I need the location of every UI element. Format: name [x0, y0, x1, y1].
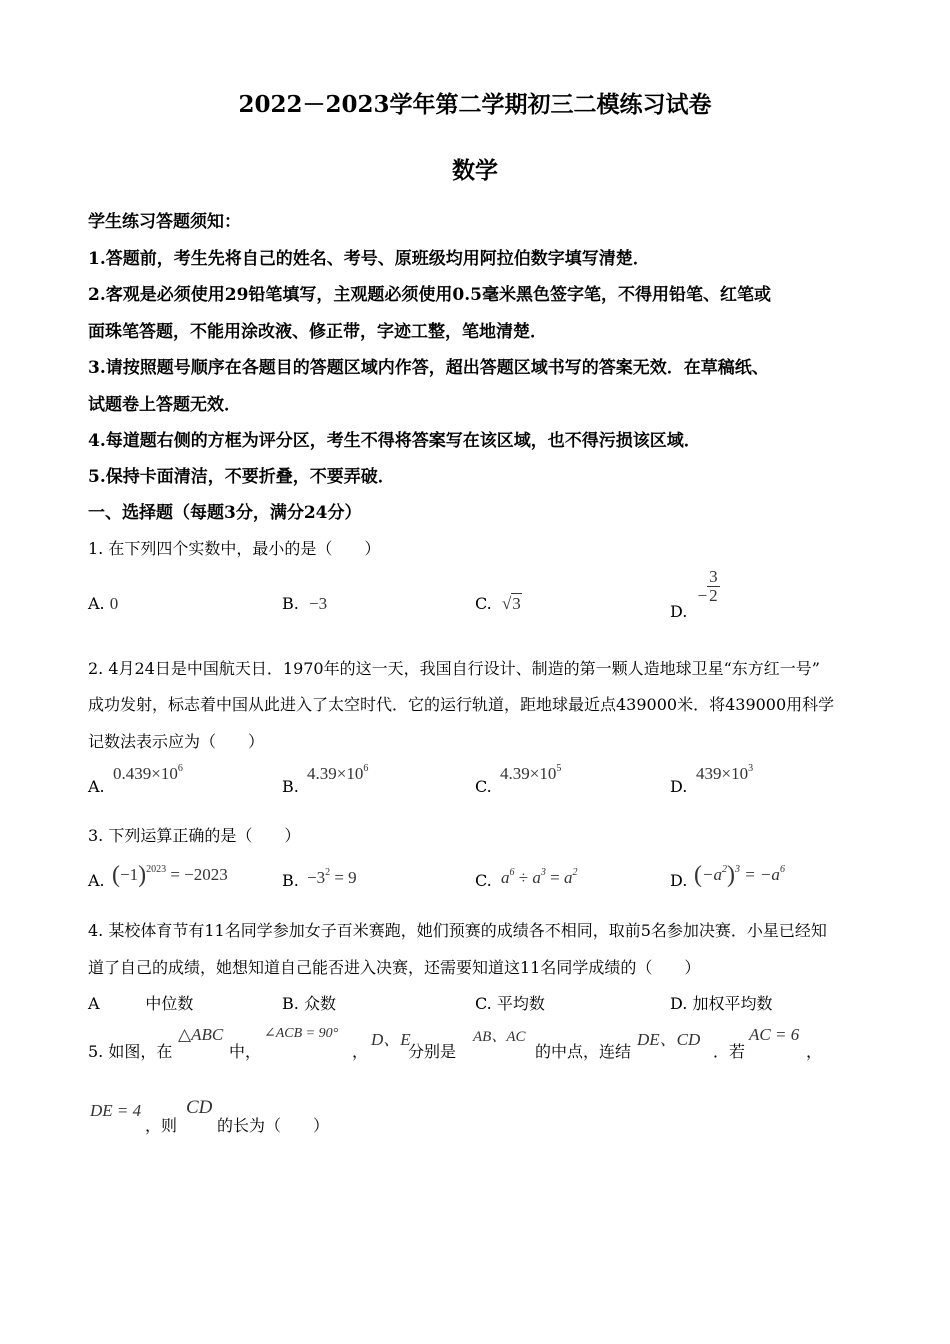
sci-base: 4.39×10 — [500, 764, 557, 783]
q4-option-c — [475, 991, 545, 1014]
q5-text: 的中点，连结 — [535, 1042, 632, 1061]
exponent: 2023 — [146, 864, 167, 875]
q1-option-b — [282, 594, 327, 614]
q5-math: D、E — [371, 1030, 411, 1049]
sci-exponent: 5 — [556, 763, 562, 774]
base: −a — [702, 865, 722, 884]
variable: a — [532, 868, 541, 887]
option-label: C. — [475, 994, 492, 1013]
q1-option-d — [670, 568, 720, 621]
exponent: 3 — [540, 867, 546, 878]
q5-math: DE = 4 — [90, 1101, 142, 1120]
q3-option-a-value: $(-1)^{2023} = -2023$ — [112, 862, 228, 888]
q5-text: ．若 — [713, 1042, 746, 1061]
q2-option-c-value — [500, 764, 561, 784]
option-label: B. — [282, 594, 299, 613]
q5-math: CD — [186, 1097, 213, 1118]
q5-text: ， — [806, 1042, 823, 1061]
q4-option-b — [282, 991, 336, 1014]
exponent: 6 — [509, 867, 515, 878]
q4-option-d — [670, 991, 772, 1014]
variable: a — [501, 868, 510, 887]
q3-option-d-value: $(-a^2)^3 = -a^6$ — [694, 862, 785, 888]
exponent: 2 — [721, 864, 727, 875]
fraction-numerator: 3 — [709, 567, 718, 586]
instruction-line: 3.请按照题号顺序在各题目的答题区域内作答，超出答题区域书写的答案无效．在草稿纸、 — [88, 358, 769, 378]
question-1-stem: 1. 在下列四个实数中，最小的是（ ） — [88, 539, 381, 558]
q5-text: 的长为（ ） — [217, 1116, 330, 1135]
q5-text: 中， — [229, 1042, 262, 1061]
exponent: 6 — [779, 864, 785, 875]
instruction-line: 5.保持卡面清洁，不要折叠，不要弄破． — [88, 467, 395, 487]
q3-option-d-label: D. — [670, 871, 688, 890]
question-4-line: 4. 某校体育节有11名同学参加女子百米赛跑，她们预赛的成绩各不相同，取前5名参加决赛．小星已经知 — [88, 921, 827, 940]
fraction-sign: − — [697, 586, 708, 605]
option-label: A — [88, 994, 100, 1013]
exam-title: 2022－2023学年第二学期初三二模练习试卷 — [238, 91, 712, 118]
option-label: D. — [670, 602, 688, 621]
option-value: −3 — [309, 594, 328, 613]
q5-math: DE、CD — [637, 1030, 701, 1049]
question-4-line: 道了自己的成绩，她想知道自己能否进入决赛，还需要知道这11名同学成绩的（ ） — [88, 958, 701, 977]
q2-option-d-value — [696, 764, 753, 784]
q3-option-c-label: C. — [475, 871, 492, 890]
exponent: 2 — [572, 867, 578, 878]
q2-option-a-value — [113, 764, 183, 784]
base: −1 — [120, 865, 139, 884]
q3-option-b-value — [307, 868, 357, 888]
result: = −a — [744, 865, 780, 884]
q3-option-c-value — [501, 868, 577, 888]
instruction-line: 4.每道题右侧的方框为评分区，考生不得将答案写在该区域，也不得污损该区域． — [88, 431, 701, 451]
question-2-line: 成功发射，标志着中国从此进入了太空时代．它的运行轨道，距地球最近点439000米．将439000用科学 — [88, 695, 835, 714]
option-label: A. — [88, 594, 105, 613]
instruction-line: 2.客观是必须使用29铅笔填写，主观题必须使用0.5毫米黑色签字笔，不得用铅笔、红笔或 — [88, 285, 771, 305]
result: = −2023 — [170, 865, 228, 884]
option-value: 中位数 — [145, 994, 194, 1013]
q5-math: ∠ACB = 90° — [264, 1026, 339, 1041]
exponent: 2 — [325, 867, 331, 878]
question-2-line: 记数法表示应为（ ） — [88, 732, 265, 751]
question-3-stem: 3. 下列运算正确的是（ ） — [88, 826, 301, 845]
q2-option-b-value — [307, 764, 368, 784]
option-value: 0 — [109, 594, 119, 613]
exam-subject: 数学 — [452, 157, 498, 184]
exponent: 3 — [734, 864, 740, 875]
operator: ÷ — [518, 868, 529, 887]
question-2-line: 2. 4月24日是中国航天日．1970年的这一天，我国自行设计、制造的第一颗人造地球卫星“东方红一号” — [88, 659, 820, 678]
q1-option-a — [88, 594, 118, 614]
sci-exponent: 6 — [177, 763, 183, 774]
radicand: 3 — [512, 594, 521, 613]
q1-option-c — [475, 594, 522, 614]
q4-option-a — [88, 991, 193, 1014]
q5-text: ，则 — [145, 1116, 178, 1135]
q5-text: ， — [352, 1042, 369, 1061]
q5-math: △ABC — [178, 1025, 224, 1044]
sci-exponent: 6 — [363, 763, 369, 774]
instruction-line: 试题卷上答题无效． — [88, 395, 241, 415]
instructions-heading: 学生练习答题须知： — [88, 212, 241, 232]
q2-option-d-label: D. — [670, 777, 688, 796]
sci-base: 0.439×10 — [113, 764, 178, 783]
q2-option-c-label: C. — [475, 777, 492, 796]
instruction-line: 1.答题前，考生先将自己的姓名、考号、原班级均用阿拉伯数字填写清楚． — [88, 249, 650, 269]
q2-option-a-label: A. — [88, 777, 105, 796]
sci-base: 4.39×10 — [307, 764, 364, 783]
option-value: 加权平均数 — [692, 994, 773, 1013]
sci-exponent: 3 — [748, 763, 754, 774]
sci-base: 439×10 — [696, 764, 749, 783]
q3-option-a-label: A. — [88, 871, 105, 890]
result: = 9 — [334, 868, 357, 887]
fraction — [707, 568, 720, 605]
fraction-denominator: 2 — [709, 586, 718, 605]
q2-option-b-label: B. — [282, 777, 299, 796]
q5-text: 分别是 — [408, 1042, 457, 1061]
q5-math: AB、AC — [473, 1029, 526, 1045]
q5-math: AC = 6 — [749, 1025, 800, 1044]
section-heading: 一、选择题（每题3分，满分24分） — [88, 503, 362, 523]
instruction-line: 面珠笔答题，不能用涂改液、修正带，字迹工整，笔地清楚． — [88, 322, 547, 342]
variable: a — [563, 868, 573, 887]
option-label: D. — [670, 994, 688, 1013]
option-value: 众数 — [303, 994, 336, 1013]
operator: = — [550, 868, 560, 887]
base: −3 — [307, 868, 326, 887]
sqrt-expression: √3 — [501, 594, 521, 613]
q5-text: 5. 如图，在 — [88, 1042, 173, 1061]
option-value: 平均数 — [496, 994, 545, 1013]
option-label: C. — [475, 594, 492, 613]
option-label: B. — [282, 994, 299, 1013]
q3-option-b-label: B. — [282, 871, 299, 890]
